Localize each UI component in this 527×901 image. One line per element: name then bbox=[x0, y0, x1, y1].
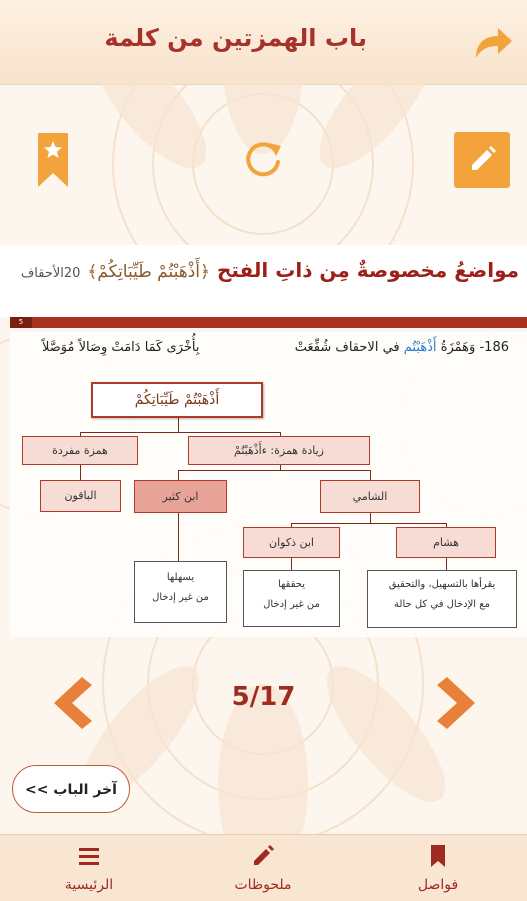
refresh-button[interactable] bbox=[243, 138, 285, 180]
bookmark-icon bbox=[426, 845, 450, 867]
note-line: يسهلها bbox=[166, 572, 195, 583]
diagram-shami: الشامي bbox=[320, 480, 420, 513]
pencil-icon bbox=[454, 132, 510, 188]
nav-home[interactable] bbox=[29, 835, 149, 901]
share-arrow-icon bbox=[470, 22, 514, 62]
poem-line-number: 186- bbox=[479, 340, 509, 355]
connector bbox=[446, 558, 447, 570]
poem-highlight-word: أَذْهَبْتُم bbox=[403, 340, 437, 355]
pencil-icon bbox=[251, 845, 275, 867]
lesson-heading-text: مواضعُ مخصوصةٌ مِن ذاتِ الفتح bbox=[216, 258, 519, 282]
nav-notes[interactable] bbox=[203, 835, 323, 901]
connector bbox=[178, 470, 370, 471]
connector bbox=[370, 513, 371, 523]
next-page-button[interactable] bbox=[433, 675, 479, 731]
last-page-button[interactable]: آخر الباب >> bbox=[12, 765, 130, 813]
refresh-icon bbox=[243, 138, 285, 180]
nav-home-label: الرئيسية bbox=[64, 877, 114, 893]
note-line: يقرأها بالتسهيل، والتحقيق bbox=[388, 579, 496, 590]
poem-part1-b: في الاحقاف شُفِّعَتْ bbox=[294, 340, 400, 355]
connector bbox=[178, 513, 179, 561]
lesson-heading bbox=[21, 258, 519, 282]
page-indicator: 5/17 bbox=[231, 682, 296, 712]
poem-line-right bbox=[295, 340, 509, 355]
diagram-ibn-dhakwan-note bbox=[243, 570, 340, 627]
diagram-hisham: هشام bbox=[396, 527, 496, 558]
nav-bookmarks[interactable] bbox=[378, 835, 498, 901]
section-divider bbox=[10, 317, 527, 328]
lesson-verse-ref: 20الأحقاف bbox=[20, 266, 81, 281]
lesson-verse: ﴿أَذْهَبْتُمْ طَيِّبَاتِكُمْ﴾ bbox=[87, 262, 210, 282]
note-line: من غير إدخال bbox=[263, 599, 320, 610]
share-button[interactable] bbox=[470, 22, 514, 62]
poem-part2-a: بِأُخْرَى bbox=[166, 340, 200, 355]
connector bbox=[178, 470, 179, 480]
edit-note-button[interactable] bbox=[454, 132, 510, 188]
previous-page-button[interactable] bbox=[50, 675, 96, 731]
note-line: مع الإدخال في كل حالة bbox=[394, 599, 490, 610]
connector bbox=[370, 470, 371, 480]
poem-part2-b: دَامَتْ وِصَالاً مُوَصَّلاً bbox=[42, 340, 141, 355]
nav-bookmarks-label: فواصل bbox=[417, 877, 459, 893]
note-line: من غير إدخال bbox=[152, 592, 209, 603]
diagram-ibn-katheer-note bbox=[134, 561, 227, 623]
diagram-ibn-katheer: ابن كثير bbox=[134, 480, 227, 513]
poem-line-left bbox=[42, 340, 199, 355]
bookmark-star-icon bbox=[38, 133, 68, 187]
connector bbox=[178, 418, 179, 432]
menu-icon bbox=[77, 845, 101, 867]
diagram-extra-hamza: زيادة همزة: ءأَذْهَبْتُمْ bbox=[188, 436, 370, 465]
poem-part1-a: وَهَمْزَةُ bbox=[440, 340, 476, 355]
bottom-navigation bbox=[0, 834, 527, 901]
top-bar bbox=[0, 0, 527, 85]
diagram-root: أَذْهَبْتُمْ طَيِّبَاتِكُمْ bbox=[91, 382, 263, 418]
connector bbox=[291, 558, 292, 570]
bookmark-button[interactable] bbox=[38, 133, 68, 187]
diagram-baqoon: الباقون bbox=[40, 480, 121, 512]
connector bbox=[80, 432, 280, 433]
poem-highlight-kama: كَمَا bbox=[144, 340, 163, 355]
connector bbox=[80, 465, 81, 480]
diagram-hisham-note bbox=[367, 570, 517, 628]
chevron-right-icon bbox=[433, 675, 479, 731]
diagram-single-hamza: همزة مفردة bbox=[22, 436, 138, 465]
page-title: باب الهمزتين من كلمة bbox=[104, 24, 367, 52]
chevron-left-icon bbox=[50, 675, 96, 731]
note-line: يحققها bbox=[277, 579, 305, 590]
section-number: 5 bbox=[10, 317, 32, 328]
diagram-ibn-dhakwan: ابن ذكوان bbox=[243, 527, 340, 558]
nav-notes-label: ملحوظات bbox=[234, 877, 292, 893]
connector bbox=[291, 523, 446, 524]
